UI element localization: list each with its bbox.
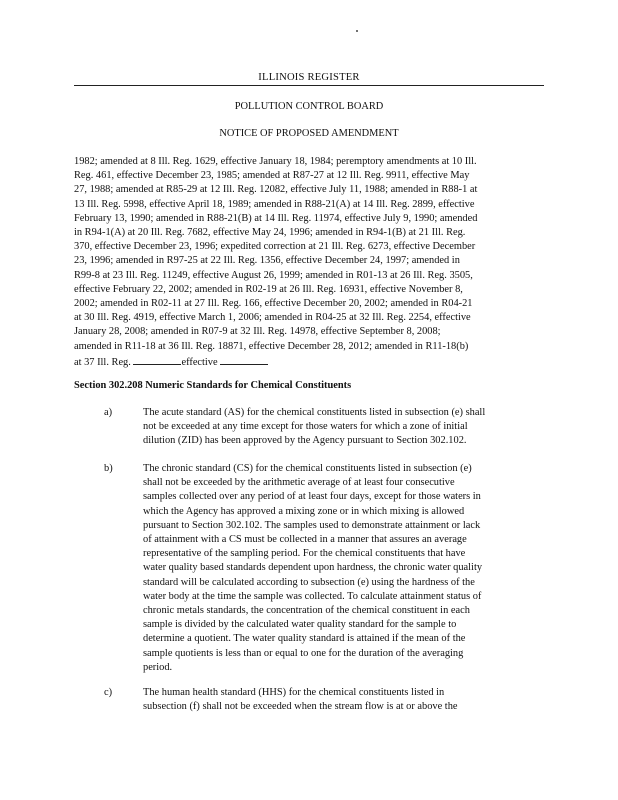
- history-line: amended in R11-18 at 36 Ill. Reg. 18871, effective December 28, 2012; amended in R11-18(b): [74, 340, 469, 352]
- subsection-label: c): [104, 687, 113, 698]
- history-last-line: [74, 354, 544, 370]
- subsection-label: a): [104, 407, 113, 418]
- history-line: at 30 Ill. Reg. 4919, effective March 1, 2006; amended in R04-25 at 32 Ill. Reg. 2254, effective: [74, 312, 471, 324]
- text-line: period.: [143, 661, 173, 673]
- text-line: dilution (ZID) has been approved by the Agency pursuant to Section 302.102.: [143, 435, 467, 447]
- history-line: Reg. 461, effective December 23, 1985; amended at R87-27 at 12 Ill. Reg. 9911, effective May: [74, 170, 470, 182]
- history-line: R99-8 at 23 Ill. Reg. 11249, effective August 26, 1999; amended in R01-13 at 26 Ill. Reg. 3505,: [74, 269, 473, 281]
- text-line: shall not be exceeded by the arithmetic average of at least four consecutive: [143, 477, 455, 489]
- history-line: January 28, 2008; amended in R07-9 at 32 Ill. Reg. 14978, effective September 8, 2008;: [74, 326, 441, 338]
- text-line: The acute standard (AS) for the chemical constituents listed in subsection (e) shall: [143, 407, 486, 418]
- text-line: standard will be calculated according to subsection (e) using the hardness of the: [143, 576, 475, 588]
- history-line: effective February 22, 2002; amended in R02-19 at 26 Ill. Reg. 16931, effective November 8,: [74, 283, 463, 295]
- history-line: 2002; amended in R02-11 at 27 Ill. Reg. 166, effective December 20, 2002; amended in R04-21: [74, 298, 473, 310]
- text-line: pursuant to Section 302.102. The samples used to demonstrate attainment or lack: [143, 519, 481, 531]
- notice-title: NOTICE OF PROPOSED AMENDMENT: [219, 128, 399, 139]
- section-heading: Section 302.208 Numeric Standards for Chemical Constituents: [74, 380, 352, 391]
- text-line: The chronic standard (CS) for the chemical constituents listed in subsection (e): [143, 463, 472, 474]
- history-line: 23, 1996; amended in R97-25 at 22 Ill. Reg. 1356, effective December 24, 1997; amended in: [74, 255, 460, 267]
- history-last-start: at 37 Ill. Reg.: [74, 356, 131, 368]
- history-last-end: effective: [181, 356, 218, 368]
- subsection-text: [143, 686, 545, 714]
- subsection-text: [143, 462, 545, 675]
- register-title: ILLINOIS REGISTER: [258, 72, 360, 83]
- header-rule: [74, 85, 544, 86]
- subsection-text: [143, 406, 545, 449]
- history-line: in R94-1(A) at 20 Ill. Reg. 7682, effective May 24, 1996; amended in R94-1(B) at 21 Ill. Reg.: [74, 227, 466, 239]
- text-line: representative of the sampling period. For the chemical constituents that have: [143, 548, 466, 560]
- text-line: The human health standard (HHS) for the chemical constituents listed in: [143, 687, 445, 698]
- history-line: 1982; amended at 8 Ill. Reg. 1629, effective January 18, 1984; peremptory amendments at 10 Ill.: [74, 156, 477, 167]
- text-line: samples collected over any period of at least four days, except for those waters in: [143, 491, 481, 503]
- history-line: February 13, 1990; amended in R88-21(B) at 14 Ill. Reg. 11974, effective July 9, 1990; amended: [74, 212, 478, 224]
- history-line: 370, effective December 23, 1996; expedited correction at 21 Ill. Reg. 6273, effective December: [74, 241, 476, 253]
- text-line: which the Agency has approved a mixing zone or in which mixing is allowed: [143, 505, 465, 517]
- history-line: 27, 1988; amended at R85-29 at 12 Ill. Reg. 12082, effective July 11, 1988; amended in R88-1 at: [74, 184, 478, 196]
- text-line: of attainment with a CS must be collected in a manner that assures an average: [143, 534, 467, 546]
- subsection-label: b): [104, 463, 113, 474]
- blank-register-page: [133, 354, 181, 365]
- text-line: water quality based standards dependent upon hardness, the chronic water quality: [143, 562, 483, 574]
- blank-effective-date: [220, 354, 268, 365]
- text-line: not be exceeded at any time except for those waters for which a zone of initial: [143, 421, 468, 433]
- text-line: sample is divided by the calculated water quality standard for the sample to: [143, 619, 457, 631]
- history-line: 13 Ill. Reg. 5998, effective April 18, 1989; amended in R88-21(A) at 14 Ill. Reg. 2899, effective: [74, 198, 475, 210]
- text-line: determine a quotient. The water quality standard is attained if the mean of the: [143, 633, 466, 645]
- amendment-history: [74, 155, 544, 370]
- text-line: chronic metals standards, the concentration of the chemical constituent in each: [143, 605, 470, 617]
- text-line: water body at the time the sample was collected. To calculate attainment status of: [143, 590, 482, 602]
- stray-mark: [356, 30, 358, 32]
- text-line: subsection (f) shall not be exceeded when the stream flow is at or above the: [143, 701, 458, 713]
- text-line: sample quotients is less than or equal to one for the duration of the averaging: [143, 647, 464, 659]
- board-title: POLLUTION CONTROL BOARD: [234, 101, 384, 112]
